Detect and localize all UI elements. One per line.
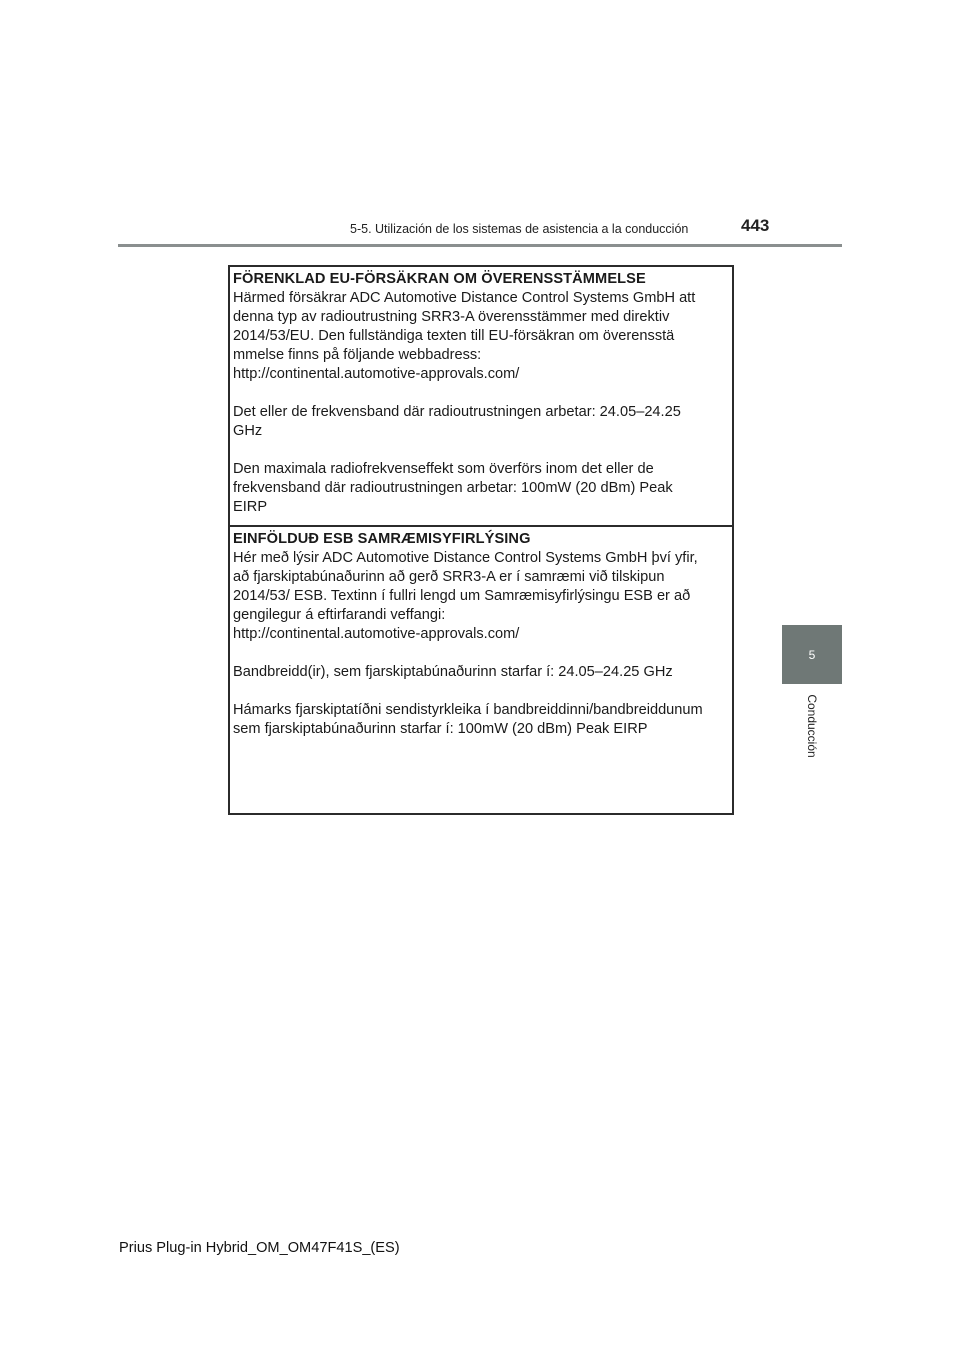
- text-line: gengilegur á eftirfarandi veffangi:: [233, 607, 446, 623]
- text-line: Den maximala radiofrekvenseffekt som överförs inom det eller de: [233, 461, 654, 477]
- document-id: Prius Plug-in Hybrid_OM_OM47F41S_(ES): [119, 1240, 400, 1256]
- icelandic-max-power: [233, 701, 732, 739]
- chapter-tab: [782, 625, 842, 684]
- chapter-number: 5: [808, 647, 816, 662]
- chapter-label: Conducción: [805, 694, 819, 758]
- text-line: Bandbreidd(ir), sem fjarskiptabúnaðurinn starfar í: 24.05–24.25 GHz: [233, 664, 673, 680]
- declaration-box: [228, 265, 734, 815]
- running-header: 5-5. Utilización de los sistemas de asistencia a la conducción: [350, 222, 689, 236]
- icelandic-title: EINFÖLDUÐ ESB SAMRÆMISYFIRLÝSING: [233, 531, 531, 547]
- page-number: 443: [741, 216, 770, 235]
- swedish-declaration: [230, 267, 732, 526]
- swedish-title: FÖRENKLAD EU-FÖRSÄKRAN OM ÖVERENSSTÄMMELSE: [233, 271, 646, 287]
- text-line: EIRP: [233, 499, 268, 515]
- text-line: http://continental.automotive-approvals.com/: [233, 626, 520, 642]
- text-line: denna typ av radioutrustning SRR3-A överensstämmer med direktiv: [233, 309, 670, 325]
- text-line: mmelse finns på följande webbadress:: [233, 347, 482, 363]
- text-line: Härmed försäkrar ADC Automotive Distance Control Systems GmbH att: [233, 290, 696, 306]
- icelandic-frequency-band: [233, 663, 732, 682]
- swedish-declaration-text: [233, 289, 732, 384]
- text-line: að fjarskiptabúnaðurinn að gerð SRR3-A er í samræmi við tilskipun: [233, 569, 665, 585]
- text-line: Det eller de frekvensband där radioutrustningen arbetar: 24.05–24.25: [233, 404, 681, 420]
- text-line: Hámarks fjarskiptatíðni sendistyrkleika í bandbreiddinni/bandbreiddunum: [233, 702, 703, 718]
- text-line: http://continental.automotive-approvals.com/: [233, 366, 520, 382]
- text-line: frekvensband där radioutrustningen arbetar: 100mW (20 dBm) Peak: [233, 480, 673, 496]
- icelandic-declaration-text: [233, 549, 732, 644]
- text-line: GHz: [233, 423, 263, 439]
- swedish-frequency-band: [233, 403, 732, 441]
- text-line: Hér með lýsir ADC Automotive Distance Control Systems GmbH því yfir,: [233, 550, 698, 566]
- icelandic-declaration: [230, 525, 732, 816]
- swedish-max-power: [233, 460, 732, 517]
- text-line: 2014/53/EU. Den fullständiga texten till EU-försäkran om överensstä: [233, 328, 675, 344]
- header-rule: [118, 244, 842, 247]
- text-line: 2014/53/ ESB. Textinn í fullri lengd um Samræmisyfirlýsingu ESB er að: [233, 588, 691, 604]
- text-line: sem fjarskiptabúnaðurinn starfar í: 100mW (20 dBm) Peak EIRP: [233, 721, 648, 737]
